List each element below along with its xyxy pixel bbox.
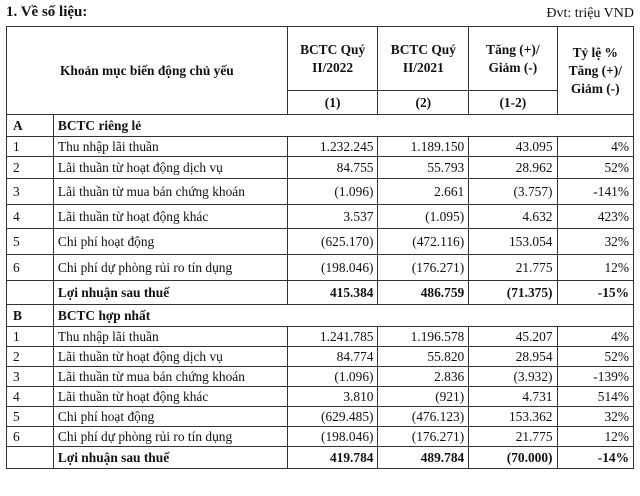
table-row	[7, 255, 634, 281]
section-title: BCTC riêng lẻ	[53, 115, 633, 137]
value-2022: 1.232.245	[287, 137, 378, 157]
table-row	[7, 229, 634, 255]
value-2021: 55.793	[378, 157, 469, 179]
value-2022: 84.755	[287, 157, 378, 179]
row-item: Chi phí dự phòng rủi ro tín dụng	[53, 427, 287, 447]
value-2022: (198.046)	[287, 427, 378, 447]
unit-label: Đvt: triệu VND	[546, 6, 634, 21]
value-pct: -141%	[557, 179, 633, 205]
value-diff: 153.362	[469, 407, 557, 427]
section-row	[7, 115, 634, 137]
header-col2: BCTC Quý II/2021	[378, 27, 469, 91]
row-item: Lãi thuần từ hoạt động dịch vụ	[53, 157, 287, 179]
header-col4: Tỷ lệ % Tăng (+)/ Giảm (-)	[557, 27, 633, 115]
value-2021: (921)	[378, 387, 469, 407]
value-diff: 4.632	[469, 205, 557, 229]
row-number: 5	[7, 407, 54, 427]
table-row	[7, 137, 634, 157]
row-item: Thu nhập lãi thuần	[53, 137, 287, 157]
value-pct: 4%	[557, 137, 633, 157]
total-row	[7, 447, 634, 469]
value-pct: 423%	[557, 205, 633, 229]
row-number: 3	[7, 179, 54, 205]
row-number: 6	[7, 255, 54, 281]
value-2022: 3.810	[287, 387, 378, 407]
value-2022: (1.096)	[287, 179, 378, 205]
table-row	[7, 427, 634, 447]
value-pct: 514%	[557, 387, 633, 407]
value-2021: 1.189.150	[378, 137, 469, 157]
value-diff: (3.932)	[469, 367, 557, 387]
table-row	[7, 347, 634, 367]
row-item: Lãi thuần từ hoạt động khác	[53, 387, 287, 407]
value-diff: 28.954	[469, 347, 557, 367]
row-item: Lãi thuần từ hoạt động dịch vụ	[53, 347, 287, 367]
header-idx3: (1-2)	[469, 91, 557, 115]
total-2021: 486.759	[378, 281, 469, 305]
header-col3: Tăng (+)/ Giảm (-)	[469, 27, 557, 91]
total-diff: (70.000)	[469, 447, 557, 469]
row-number: 1	[7, 327, 54, 347]
total-label: Lợi nhuận sau thuế	[53, 281, 287, 305]
total-diff: (71.375)	[469, 281, 557, 305]
section-code: B	[7, 305, 54, 327]
row-number: 3	[7, 367, 54, 387]
section-title: BCTC hợp nhất	[53, 305, 633, 327]
section-code: A	[7, 115, 54, 137]
value-pct: 12%	[557, 427, 633, 447]
value-pct: 32%	[557, 407, 633, 427]
row-number: 2	[7, 157, 54, 179]
row-number	[7, 447, 54, 469]
row-item: Lãi thuần từ mua bán chứng khoán	[53, 367, 287, 387]
value-2022: (198.046)	[287, 255, 378, 281]
row-number: 4	[7, 387, 54, 407]
row-item: Chi phí dự phòng rủi ro tín dụng	[53, 255, 287, 281]
value-diff: 153.054	[469, 229, 557, 255]
value-2021: (476.123)	[378, 407, 469, 427]
value-diff: 28.962	[469, 157, 557, 179]
value-2022: (625.170)	[287, 229, 378, 255]
value-pct: 52%	[557, 157, 633, 179]
value-2021: 2.836	[378, 367, 469, 387]
total-2021: 489.784	[378, 447, 469, 469]
header-idx1: (1)	[287, 91, 378, 115]
table-row	[7, 407, 634, 427]
value-2021: (472.116)	[378, 229, 469, 255]
value-2021: 55.820	[378, 347, 469, 367]
section-row	[7, 305, 634, 327]
value-pct: 4%	[557, 327, 633, 347]
header-idx2: (2)	[378, 91, 469, 115]
value-2022: 3.537	[287, 205, 378, 229]
section-heading: 1. Về số liệu:	[6, 4, 88, 20]
table-row	[7, 387, 634, 407]
total-row	[7, 281, 634, 305]
value-pct: 12%	[557, 255, 633, 281]
table-row	[7, 367, 634, 387]
value-2021: (176.271)	[378, 255, 469, 281]
total-label: Lợi nhuận sau thuế	[53, 447, 287, 469]
value-2022: 84.774	[287, 347, 378, 367]
value-2021: 1.196.578	[378, 327, 469, 347]
total-pct: -14%	[557, 447, 633, 469]
row-item: Chi phí hoạt động	[53, 229, 287, 255]
row-number: 6	[7, 427, 54, 447]
value-2021: (1.095)	[378, 205, 469, 229]
header-item: Khoản mục biến động chủ yếu	[7, 27, 288, 115]
row-number	[7, 281, 54, 305]
row-item: Lãi thuần từ mua bán chứng khoán	[53, 179, 287, 205]
total-2022: 415.384	[287, 281, 378, 305]
value-diff: 45.207	[469, 327, 557, 347]
value-pct: 52%	[557, 347, 633, 367]
row-item: Chi phí hoạt động	[53, 407, 287, 427]
row-number: 5	[7, 229, 54, 255]
value-pct: -139%	[557, 367, 633, 387]
value-diff: 21.775	[469, 427, 557, 447]
value-2022: 1.241.785	[287, 327, 378, 347]
row-item: Thu nhập lãi thuần	[53, 327, 287, 347]
value-diff: (3.757)	[469, 179, 557, 205]
value-pct: 32%	[557, 229, 633, 255]
table-body	[7, 115, 634, 469]
value-diff: 4.731	[469, 387, 557, 407]
header-col1: BCTC Quý II/2022	[287, 27, 378, 91]
table-row	[7, 205, 634, 229]
value-2022: (1.096)	[287, 367, 378, 387]
financial-table	[6, 26, 634, 469]
row-number: 2	[7, 347, 54, 367]
value-2022: (629.485)	[287, 407, 378, 427]
table-row	[7, 327, 634, 347]
row-number: 4	[7, 205, 54, 229]
value-diff: 21.775	[469, 255, 557, 281]
value-2021: (176.271)	[378, 427, 469, 447]
row-item: Lãi thuần từ hoạt động khác	[53, 205, 287, 229]
table-row	[7, 179, 634, 205]
table-row	[7, 157, 634, 179]
value-diff: 43.095	[469, 137, 557, 157]
row-number: 1	[7, 137, 54, 157]
value-2021: 2.661	[378, 179, 469, 205]
total-2022: 419.784	[287, 447, 378, 469]
total-pct: -15%	[557, 281, 633, 305]
